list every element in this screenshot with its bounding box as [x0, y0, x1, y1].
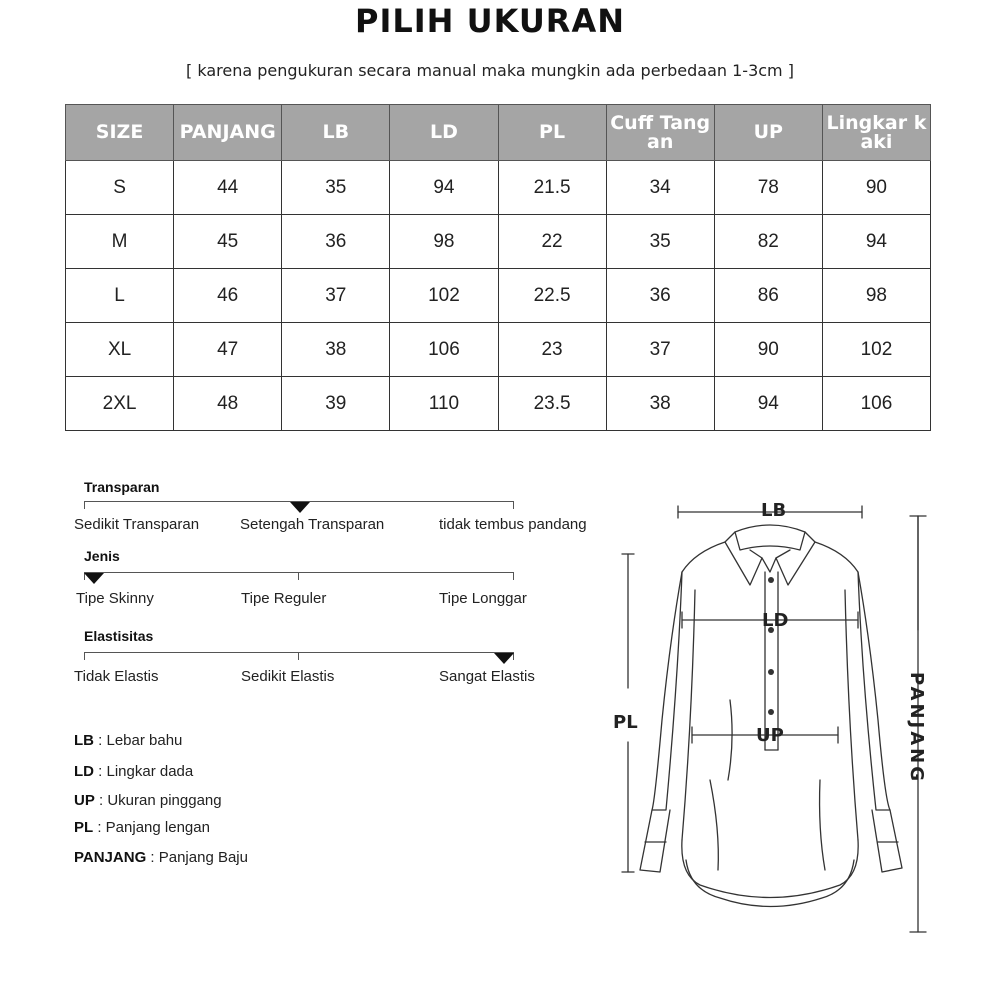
scale-label: Tipe Longgar: [439, 590, 527, 607]
legend-item-pl: [74, 819, 210, 836]
scale-tick: [513, 501, 514, 509]
table-cell: 98: [390, 215, 498, 269]
table-cell: 35: [282, 161, 390, 215]
table-cell: 94: [390, 161, 498, 215]
diagram-label-lb: LB: [761, 500, 787, 521]
header-panjang: PANJANG: [174, 105, 282, 161]
scale-tick: [298, 652, 299, 660]
header-lingkar-kaki: Lingkar kaki: [822, 105, 930, 161]
table-cell: 35: [606, 215, 714, 269]
header-lb: LB: [282, 105, 390, 161]
scale-title-jenis: Jenis: [84, 548, 120, 564]
legend-key: LD: [74, 763, 94, 780]
table-cell: 106: [822, 377, 930, 431]
legend-key: PL: [74, 819, 94, 836]
table-cell: 98: [822, 269, 930, 323]
table-cell: 22.5: [498, 269, 606, 323]
scale-label: tidak tembus pandang: [439, 516, 587, 533]
legend-item-lb: [74, 732, 182, 749]
scale-label: Tipe Reguler: [241, 590, 327, 607]
scale-title-elastisitas: Elastisitas: [84, 628, 154, 644]
table-cell: 22: [498, 215, 606, 269]
legend-desc: : Panjang lengan: [93, 819, 210, 836]
scale-title-transparan: Transparan: [84, 479, 160, 495]
table-cell: 37: [606, 323, 714, 377]
table-cell: 23: [498, 323, 606, 377]
diagram-label-panjang: PANJANG: [906, 672, 927, 785]
header-ld: LD: [390, 105, 498, 161]
scale-marker-jenis: [84, 573, 104, 584]
table-cell: 86: [714, 269, 822, 323]
table-cell: 44: [174, 161, 282, 215]
scale-label: Tidak Elastis: [74, 668, 159, 685]
legend-item-panjang: [74, 849, 248, 866]
table-cell: 106: [390, 323, 498, 377]
table-cell: 2XL: [66, 377, 174, 431]
scale-label: Sedikit Elastis: [241, 668, 335, 685]
page-title: PILIH UKURAN: [355, 2, 625, 40]
table-cell: 48: [174, 377, 282, 431]
scale-line-jenis: [84, 572, 514, 573]
table-cell: 36: [606, 269, 714, 323]
table-cell: 90: [822, 161, 930, 215]
scale-tick: [84, 501, 85, 509]
table-cell: L: [66, 269, 174, 323]
scale-label: Setengah Transparan: [240, 516, 385, 533]
scale-tick: [298, 572, 299, 580]
diagram-label-pl: PL: [613, 712, 638, 733]
table-cell: 90: [714, 323, 822, 377]
table-row: [66, 269, 931, 323]
scale-line-elastisitas: [84, 652, 514, 653]
legend-key: LB: [74, 732, 94, 749]
scale-label: Sedikit Transparan: [74, 516, 200, 533]
header-cuff-tangan: Cuff Tangan: [606, 105, 714, 161]
scale-marker-elastisitas: [494, 653, 514, 664]
legend-desc: : Ukuran pinggang: [94, 792, 222, 809]
header-size: SIZE: [66, 105, 174, 161]
scale-label: Tipe Skinny: [76, 590, 154, 607]
table-cell: 21.5: [498, 161, 606, 215]
table-cell: 38: [606, 377, 714, 431]
scale-tick: [513, 572, 514, 580]
table-cell: 78: [714, 161, 822, 215]
table-header-row: [66, 105, 931, 161]
table-cell: 23.5: [498, 377, 606, 431]
legend-desc: : Panjang Baju: [146, 849, 248, 866]
table-cell: 37: [282, 269, 390, 323]
table-cell: S: [66, 161, 174, 215]
table-cell: 82: [714, 215, 822, 269]
scale-tick: [84, 652, 85, 660]
table-cell: 94: [822, 215, 930, 269]
table-row: [66, 161, 931, 215]
table-row: [66, 215, 931, 269]
table-cell: 46: [174, 269, 282, 323]
table-cell: 110: [390, 377, 498, 431]
measurement-note: [ karena pengukuran secara manual maka mungkin ada perbedaan 1-3cm ]: [186, 61, 794, 80]
table-cell: 39: [282, 377, 390, 431]
legend-desc: : Lebar bahu: [94, 732, 183, 749]
size-chart-table: [65, 104, 931, 431]
diagram-label-up: UP: [756, 725, 784, 746]
legend-desc: : Lingkar dada: [94, 763, 194, 780]
table-row: [66, 377, 931, 431]
table-cell: 45: [174, 215, 282, 269]
scale-label: Sangat Elastis: [439, 668, 535, 685]
table-cell: 47: [174, 323, 282, 377]
shirt-measurement-diagram: [600, 480, 1000, 950]
legend-key: UP: [74, 792, 95, 809]
table-row: [66, 323, 931, 377]
legend-item-ld: [74, 763, 193, 780]
table-cell: 102: [390, 269, 498, 323]
legend-item-up: [74, 792, 222, 809]
shirt-illustration: [600, 480, 1000, 950]
header-up: UP: [714, 105, 822, 161]
legend-key: PANJANG: [74, 849, 147, 866]
table-cell: M: [66, 215, 174, 269]
table-cell: 34: [606, 161, 714, 215]
table-cell: XL: [66, 323, 174, 377]
scale-marker-transparan: [290, 502, 310, 513]
diagram-label-ld: LD: [762, 610, 789, 631]
table-cell: 102: [822, 323, 930, 377]
table-cell: 94: [714, 377, 822, 431]
table-cell: 36: [282, 215, 390, 269]
table-cell: 38: [282, 323, 390, 377]
header-pl: PL: [498, 105, 606, 161]
